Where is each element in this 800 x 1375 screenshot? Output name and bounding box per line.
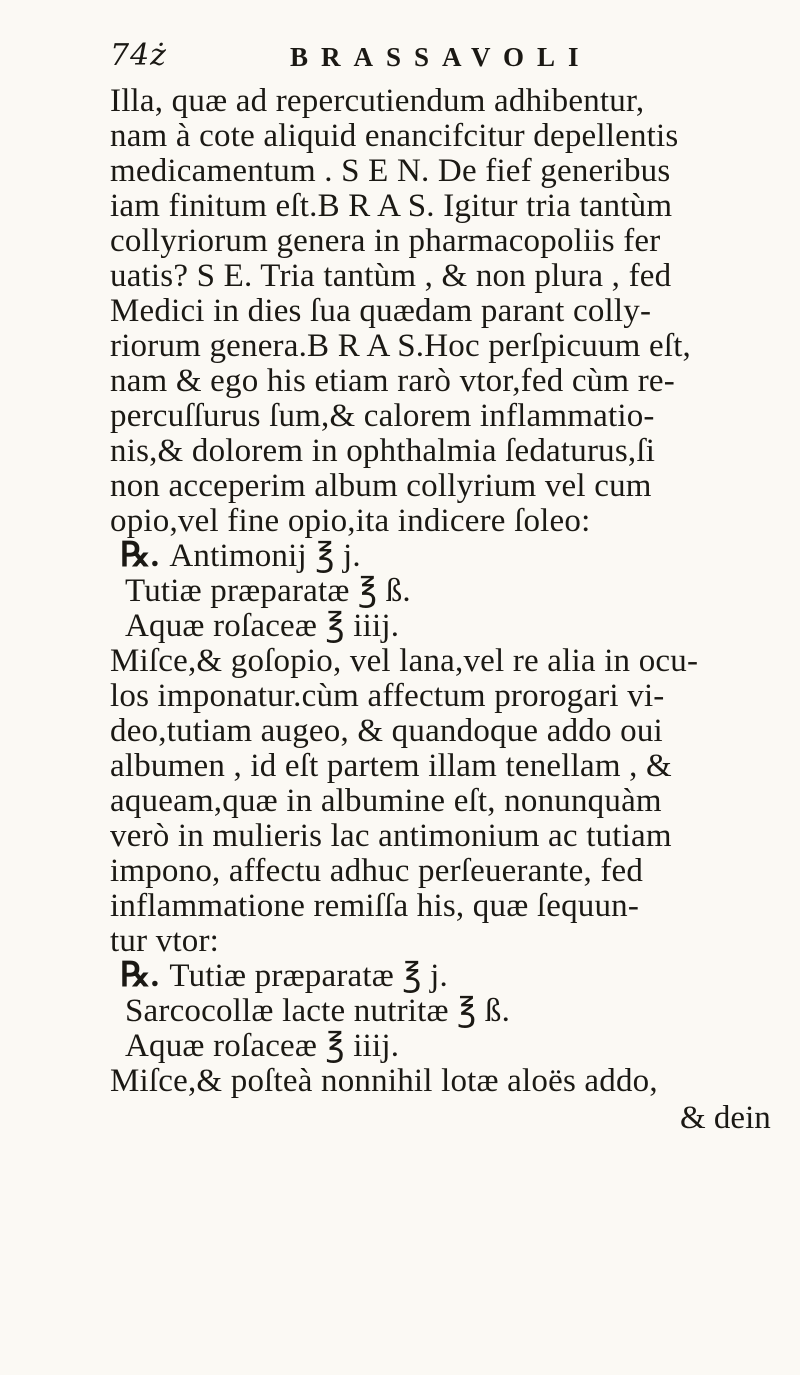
page-header bbox=[110, 38, 790, 78]
rx-symbol: ℞. bbox=[120, 957, 160, 994]
text-line: nis,& dolorem in ophthalmia ſedaturus,ſi bbox=[110, 433, 656, 469]
recipe-line: Aquæ roſaceæ ℥ iiij. bbox=[125, 608, 400, 644]
text-line: albumen , id eſt partem illam tenellam , & bbox=[110, 748, 672, 784]
text-line: collyriorum genera in pharmacopoliis fer bbox=[110, 223, 661, 259]
text-line: deo,tutiam augeo, & quandoque addo oui bbox=[110, 713, 663, 749]
page-number: 74ż bbox=[110, 38, 167, 73]
recipe-line: Tutiæ præparatæ ℥ ß. bbox=[125, 573, 411, 609]
text-line: impono, affectu adhuc perſeuerante, fed bbox=[110, 853, 644, 889]
recipe-line: ℞. Antimonij ℥ j. bbox=[120, 537, 361, 574]
text-line: verò in mulieris lac antimonium ac tutiam bbox=[110, 818, 672, 854]
text-line: riorum genera.B R A S.Hoc perſpicuum eſt, bbox=[110, 328, 692, 364]
text-line: los imponatur.cùm affectum prorogari vi- bbox=[110, 678, 665, 714]
text-line: Medici in dies ſua quædam parant colly- bbox=[110, 293, 652, 329]
text-line: Illa, quæ ad repercutiendum adhibentur, bbox=[110, 83, 645, 119]
text-line: inflammatione remiſſa his, quæ ſequun- bbox=[110, 888, 640, 924]
text-line: nam & ego his etiam rarò vtor,fed cùm re- bbox=[110, 363, 675, 399]
recipe-line: Aquæ roſaceæ ℥ iiij. bbox=[125, 1028, 400, 1064]
text-line: percuſſurus ſum,& calorem inflammatio- bbox=[110, 398, 655, 434]
catchword: & dein bbox=[680, 1100, 771, 1136]
text-line: Miſce,& goſopio, vel lana,vel re alia in ocu- bbox=[110, 643, 699, 679]
rx-symbol: ℞. bbox=[120, 537, 160, 574]
text-line: aqueam,quæ in albumine eſt, nonunquàm bbox=[110, 783, 662, 819]
text-line: iam finitum eſt.B R A S. Igitur tria tantùm bbox=[110, 188, 673, 224]
text-line: Miſce,& poſteà nonnihil lotæ aloës addo, bbox=[110, 1063, 658, 1099]
text-line: non acceperim album collyrium vel cum bbox=[110, 468, 652, 504]
recipe-line: ℞. Tutiæ præparatæ ℥ j. bbox=[120, 957, 448, 994]
recipe-line: Sarcocollæ lacte nutritæ ℥ ß. bbox=[125, 993, 511, 1029]
text-line: opio,vel fine opio,ita indicere ſoleo: bbox=[110, 503, 591, 539]
text-line: uatis? S E. Tria tantùm , & non plura , fed bbox=[110, 258, 672, 294]
text-line: nam à cote aliquid enancifcitur depellentis bbox=[110, 118, 679, 154]
running-head: BRASSAVOLI bbox=[290, 42, 592, 72]
text-line: tur vtor: bbox=[110, 923, 220, 959]
text-line: medicamentum . S E N. De fief generibus bbox=[110, 153, 671, 189]
